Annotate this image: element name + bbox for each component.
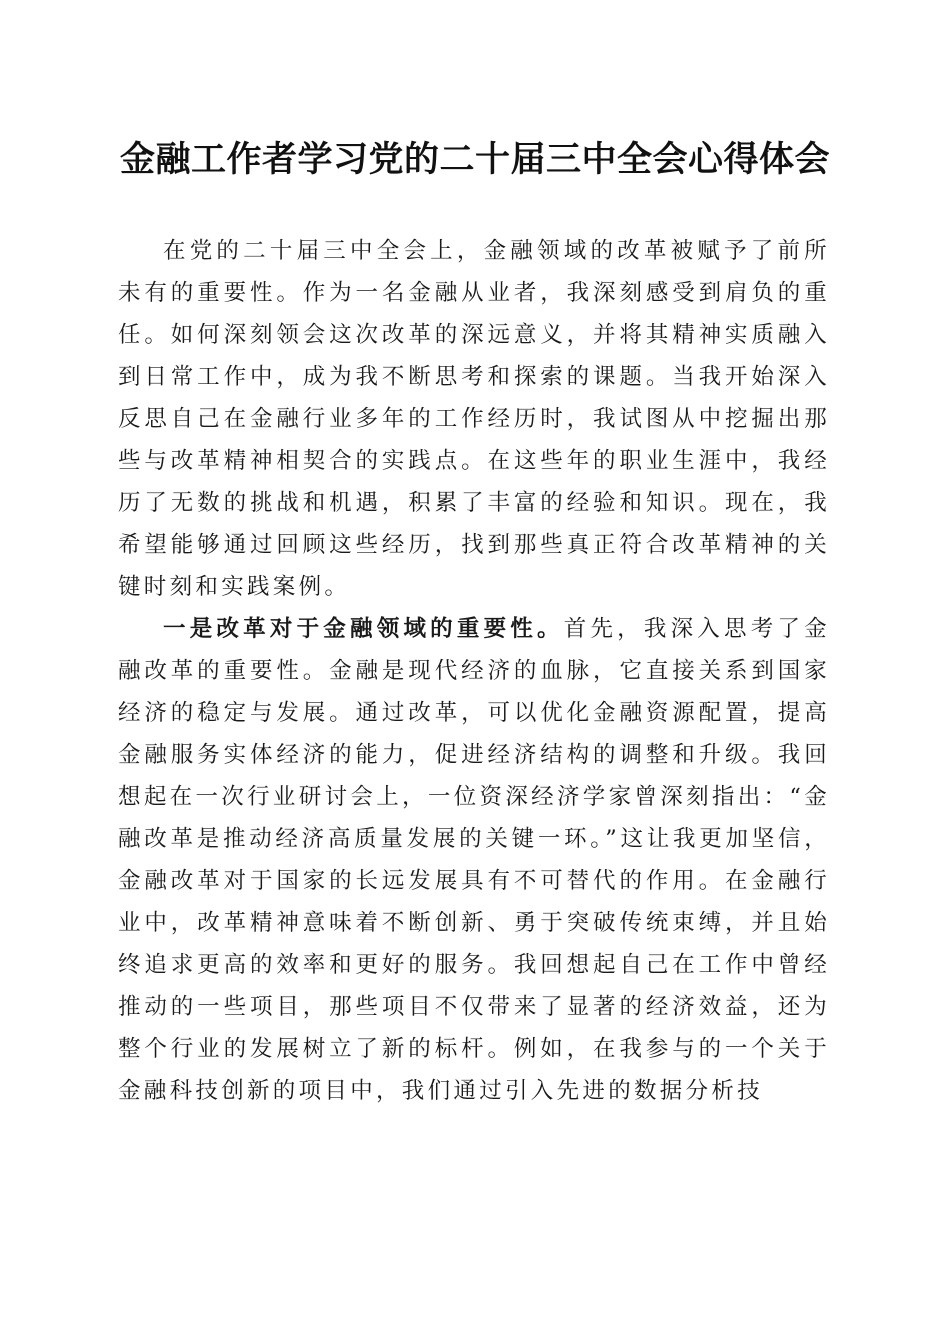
paragraph-section-one [118, 608, 830, 1112]
paragraph-text: 首先，我深入思考了金融改革的重要性。金融是现代经济的血脉，它直接关系到国家经济的稳定与发展。通过改革，可以优化金融资源配置，提高金融服务实体经济的能力，促进经济结构的调整和升级。我回想起在一次行业研讨会上，一位资深经济学家曾深刻指出：“金融改革是推动经济高质量发展的关键一环。”这让我更加坚信，金融改革对于国家的长远发展具有不可替代的作用。在金融行业中，改革精神意味着不断创新、勇于突破传统束缚，并且始终追求更高的效率和更好的服务。我回想起自己在工作中曾经推动的一些项目，那些项目不仅带来了显著的经济效益，还为整个行业的发展树立了新的标杆。例如，在我参与的一个关于金融科技创新的项目中，我们通过引入先进的数据分析技 [118, 616, 830, 1104]
section-heading: 一是改革对于金融领域的重要性。 [163, 616, 564, 642]
document-body [118, 230, 830, 1112]
document-title: 金融工作者学习党的二十届三中全会心得体会 [119, 139, 830, 180]
paragraph-intro [118, 230, 830, 608]
paragraph-text: 在党的二十届三中全会上，金融领域的改革被赋予了前所未有的重要性。作为一名金融从业者，我深刻感受到肩负的重任。如何深刻领会这次改革的深远意义，并将其精神实质融入到日常工作中，成为我不断思考和探索的课题。当我开始深入反思自己在金融行业多年的工作经历时，我试图从中挖掘出那些与改革精神相契合的实践点。在这些年的职业生涯中，我经历了无数的挑战和机遇，积累了丰富的经验和知识。现在，我希望能够通过回顾这些经历，找到那些真正符合改革精神的关键时刻和实践案例。 [118, 238, 830, 600]
